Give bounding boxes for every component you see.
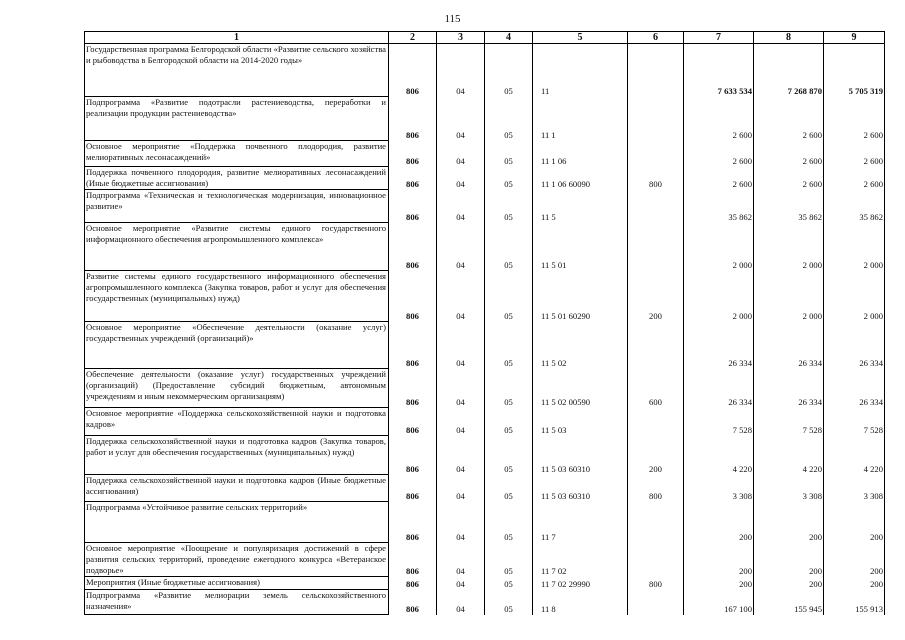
row-code-section: 04 — [437, 322, 485, 369]
row-value-col9: 5 705 319 — [824, 44, 885, 97]
row-value-col7: 200 — [684, 502, 754, 543]
row-value-col7: 4 220 — [684, 436, 754, 475]
row-value-col8: 2 000 — [754, 271, 824, 322]
row-value-col7: 7 633 534 — [684, 44, 754, 97]
row-code-section: 04 — [437, 271, 485, 322]
table-row — [85, 408, 885, 436]
header-col-4: 4 — [485, 32, 533, 44]
table-row — [85, 577, 885, 590]
row-value-col9: 26 334 — [824, 369, 885, 408]
row-code-ministry: 806 — [389, 543, 437, 577]
row-description: Мероприятия (Иные бюджетные ассигнования) — [85, 577, 389, 590]
row-code-expense-type — [628, 44, 684, 97]
row-value-col8: 7 528 — [754, 408, 824, 436]
row-value-col7: 2 000 — [684, 271, 754, 322]
row-code-section: 04 — [437, 475, 485, 502]
row-description: Поддержка сельскохозяйственной науки и подготовка кадров (Закупка товаров, работ и услуг для обеспечения государственных (муниципальных) нужд) — [85, 436, 389, 475]
row-value-col7: 2 000 — [684, 223, 754, 271]
row-description: Основное мероприятие «Поощрение и популяризация достижений в сфере развития сельских территорий, проведение ежегодного конкурса «Ветеранское подворье» — [85, 543, 389, 577]
header-col-9: 9 — [824, 32, 885, 44]
table-row — [85, 543, 885, 577]
row-code-target: 11 1 06 60090 — [533, 167, 628, 190]
row-code-ministry: 806 — [389, 502, 437, 543]
row-value-col8: 2 600 — [754, 167, 824, 190]
row-value-col9: 155 913 — [824, 590, 885, 615]
row-code-target: 11 5 03 60310 — [533, 475, 628, 502]
row-code-target: 11 5 02 00590 — [533, 369, 628, 408]
row-code-ministry: 806 — [389, 590, 437, 615]
table-row — [85, 271, 885, 322]
row-value-col8: 155 945 — [754, 590, 824, 615]
row-code-target: 11 7 02 — [533, 543, 628, 577]
row-value-col7: 2 600 — [684, 167, 754, 190]
row-value-col8: 7 268 870 — [754, 44, 824, 97]
row-code-target: 11 7 — [533, 502, 628, 543]
row-code-section: 04 — [437, 167, 485, 190]
row-value-col8: 3 308 — [754, 475, 824, 502]
row-code-target: 11 5 03 — [533, 408, 628, 436]
table-row — [85, 475, 885, 502]
row-code-section: 04 — [437, 436, 485, 475]
row-code-subsection: 05 — [485, 590, 533, 615]
row-code-expense-type: 200 — [628, 436, 684, 475]
row-value-col9: 4 220 — [824, 436, 885, 475]
row-code-subsection: 05 — [485, 322, 533, 369]
row-code-expense-type — [628, 590, 684, 615]
row-description: Подпрограмма «Развитие подотрасли растениеводства, переработки и реализации продукции растениеводства» — [85, 97, 389, 141]
header-col-7: 7 — [684, 32, 754, 44]
row-code-target: 11 5 02 — [533, 322, 628, 369]
row-value-col9: 26 334 — [824, 322, 885, 369]
row-code-subsection: 05 — [485, 475, 533, 502]
row-code-section: 04 — [437, 141, 485, 167]
row-value-col9: 2 600 — [824, 141, 885, 167]
row-code-ministry: 806 — [389, 223, 437, 271]
row-value-col7: 26 334 — [684, 369, 754, 408]
row-value-col8: 26 334 — [754, 322, 824, 369]
row-code-subsection: 05 — [485, 44, 533, 97]
row-code-ministry: 806 — [389, 141, 437, 167]
row-value-col8: 26 334 — [754, 369, 824, 408]
row-code-subsection: 05 — [485, 167, 533, 190]
row-code-expense-type — [628, 141, 684, 167]
row-value-col8: 200 — [754, 502, 824, 543]
row-description: Основное мероприятие «Обеспечение деятельности (оказание услуг) государственных учреждений (организаций)» — [85, 322, 389, 369]
table-row — [85, 369, 885, 408]
row-code-expense-type — [628, 190, 684, 223]
table-row — [85, 223, 885, 271]
row-description: Подпрограмма «Развитие мелиорации земель сельскохозяйственного назначения» — [85, 590, 389, 615]
row-value-col7: 200 — [684, 577, 754, 590]
row-value-col8: 35 862 — [754, 190, 824, 223]
table-row — [85, 502, 885, 543]
row-code-expense-type — [628, 223, 684, 271]
row-value-col8: 2 600 — [754, 97, 824, 141]
row-code-expense-type — [628, 408, 684, 436]
row-code-target: 11 5 01 60290 — [533, 271, 628, 322]
row-value-col8: 2 000 — [754, 223, 824, 271]
row-code-ministry: 806 — [389, 44, 437, 97]
row-code-subsection: 05 — [485, 408, 533, 436]
header-col-1: 1 — [85, 32, 389, 44]
row-value-col8: 200 — [754, 577, 824, 590]
row-code-section: 04 — [437, 577, 485, 590]
row-description: Основное мероприятие «Поддержка почвенного плодородия, развитие мелиоративных лесонасаждений» — [85, 141, 389, 167]
row-value-col9: 7 528 — [824, 408, 885, 436]
row-value-col8: 2 600 — [754, 141, 824, 167]
row-code-ministry: 806 — [389, 475, 437, 502]
header-col-5: 5 — [533, 32, 628, 44]
row-value-col9: 200 — [824, 502, 885, 543]
row-value-col7: 26 334 — [684, 322, 754, 369]
row-code-target: 11 5 03 60310 — [533, 436, 628, 475]
row-code-expense-type — [628, 322, 684, 369]
row-code-target: 11 5 01 — [533, 223, 628, 271]
row-value-col8: 200 — [754, 543, 824, 577]
row-code-subsection: 05 — [485, 271, 533, 322]
row-code-target: 11 7 02 29990 — [533, 577, 628, 590]
row-code-section: 04 — [437, 543, 485, 577]
row-description: Обеспечение деятельности (оказание услуг) государственных учреждений (организаций) (Предоставление субсидий бюджетным, автономным учреждениям и иным некоммерческим организациям) — [85, 369, 389, 408]
table-row — [85, 590, 885, 615]
row-value-col7: 200 — [684, 543, 754, 577]
row-value-col7: 3 308 — [684, 475, 754, 502]
row-code-expense-type: 200 — [628, 271, 684, 322]
row-code-section: 04 — [437, 97, 485, 141]
row-value-col8: 4 220 — [754, 436, 824, 475]
row-code-target: 11 1 — [533, 97, 628, 141]
row-code-section: 04 — [437, 590, 485, 615]
row-code-ministry: 806 — [389, 97, 437, 141]
budget-table — [84, 31, 885, 615]
row-code-expense-type: 600 — [628, 369, 684, 408]
row-code-expense-type — [628, 97, 684, 141]
row-code-ministry: 806 — [389, 322, 437, 369]
table-row — [85, 436, 885, 475]
row-code-expense-type: 800 — [628, 577, 684, 590]
row-code-expense-type: 800 — [628, 475, 684, 502]
row-code-subsection: 05 — [485, 369, 533, 408]
row-code-section: 04 — [437, 502, 485, 543]
row-value-col9: 2 000 — [824, 223, 885, 271]
row-value-col9: 200 — [824, 543, 885, 577]
table-row — [85, 167, 885, 190]
row-code-subsection: 05 — [485, 141, 533, 167]
table-row — [85, 322, 885, 369]
row-code-expense-type: 800 — [628, 167, 684, 190]
row-code-subsection: 05 — [485, 97, 533, 141]
row-code-target: 11 8 — [533, 590, 628, 615]
row-code-ministry: 806 — [389, 577, 437, 590]
row-value-col9: 2 600 — [824, 97, 885, 141]
header-row — [85, 32, 885, 44]
table-row — [85, 190, 885, 223]
header-col-6: 6 — [628, 32, 684, 44]
row-value-col9: 2 600 — [824, 167, 885, 190]
row-code-ministry: 806 — [389, 436, 437, 475]
row-code-section: 04 — [437, 223, 485, 271]
row-description: Основное мероприятие «Поддержка сельскохозяйственной науки и подготовка кадров» — [85, 408, 389, 436]
row-description: Развитие системы единого государственного информационного обеспечения агропромышленного комплекса (Закупка товаров, работ и услуг для обеспечения государственных (муниципальных) нужд) — [85, 271, 389, 322]
row-code-ministry: 806 — [389, 369, 437, 408]
row-code-section: 04 — [437, 408, 485, 436]
row-description: Государственная программа Белгородской области «Развитие сельского хозяйства и рыбоводства в Белгородской области на 2014-2020 годы» — [85, 44, 389, 97]
row-code-section: 04 — [437, 44, 485, 97]
header-col-3: 3 — [437, 32, 485, 44]
row-code-ministry: 806 — [389, 408, 437, 436]
row-value-col9: 2 000 — [824, 271, 885, 322]
row-code-target: 11 5 — [533, 190, 628, 223]
table-body — [85, 44, 885, 615]
row-code-target: 11 1 06 — [533, 141, 628, 167]
row-value-col9: 200 — [824, 577, 885, 590]
row-code-ministry: 806 — [389, 190, 437, 223]
row-code-target: 11 — [533, 44, 628, 97]
row-code-subsection: 05 — [485, 223, 533, 271]
row-code-ministry: 806 — [389, 271, 437, 322]
row-value-col7: 7 528 — [684, 408, 754, 436]
table-row — [85, 44, 885, 97]
row-description: Поддержка сельскохозяйственной науки и подготовка кадров (Иные бюджетные ассигнования) — [85, 475, 389, 502]
table-row — [85, 141, 885, 167]
row-value-col9: 35 862 — [824, 190, 885, 223]
row-value-col7: 2 600 — [684, 141, 754, 167]
row-code-ministry: 806 — [389, 167, 437, 190]
row-value-col7: 2 600 — [684, 97, 754, 141]
row-code-subsection: 05 — [485, 577, 533, 590]
table-row — [85, 97, 885, 141]
row-description: Подпрограмма «Техническая и технологическая модернизация, инновационное развитие» — [85, 190, 389, 223]
row-code-subsection: 05 — [485, 543, 533, 577]
row-description: Подпрограмма «Устойчивое развитие сельских территорий» — [85, 502, 389, 543]
row-description: Основное мероприятие «Развитие системы единого государственного информационного обеспечения агропромышленного комплекса» — [85, 223, 389, 271]
row-code-section: 04 — [437, 190, 485, 223]
row-description: Поддержка почвенного плодородия, развитие мелиоративных лесонасаждений (Иные бюджетные ассигнования) — [85, 167, 389, 190]
row-code-subsection: 05 — [485, 502, 533, 543]
row-value-col7: 35 862 — [684, 190, 754, 223]
header-col-2: 2 — [389, 32, 437, 44]
row-value-col7: 167 100 — [684, 590, 754, 615]
page-number: 115 — [444, 13, 461, 25]
header-col-8: 8 — [754, 32, 824, 44]
row-value-col9: 3 308 — [824, 475, 885, 502]
row-code-expense-type — [628, 543, 684, 577]
row-code-section: 04 — [437, 369, 485, 408]
row-code-expense-type — [628, 502, 684, 543]
row-code-subsection: 05 — [485, 190, 533, 223]
row-code-subsection: 05 — [485, 436, 533, 475]
